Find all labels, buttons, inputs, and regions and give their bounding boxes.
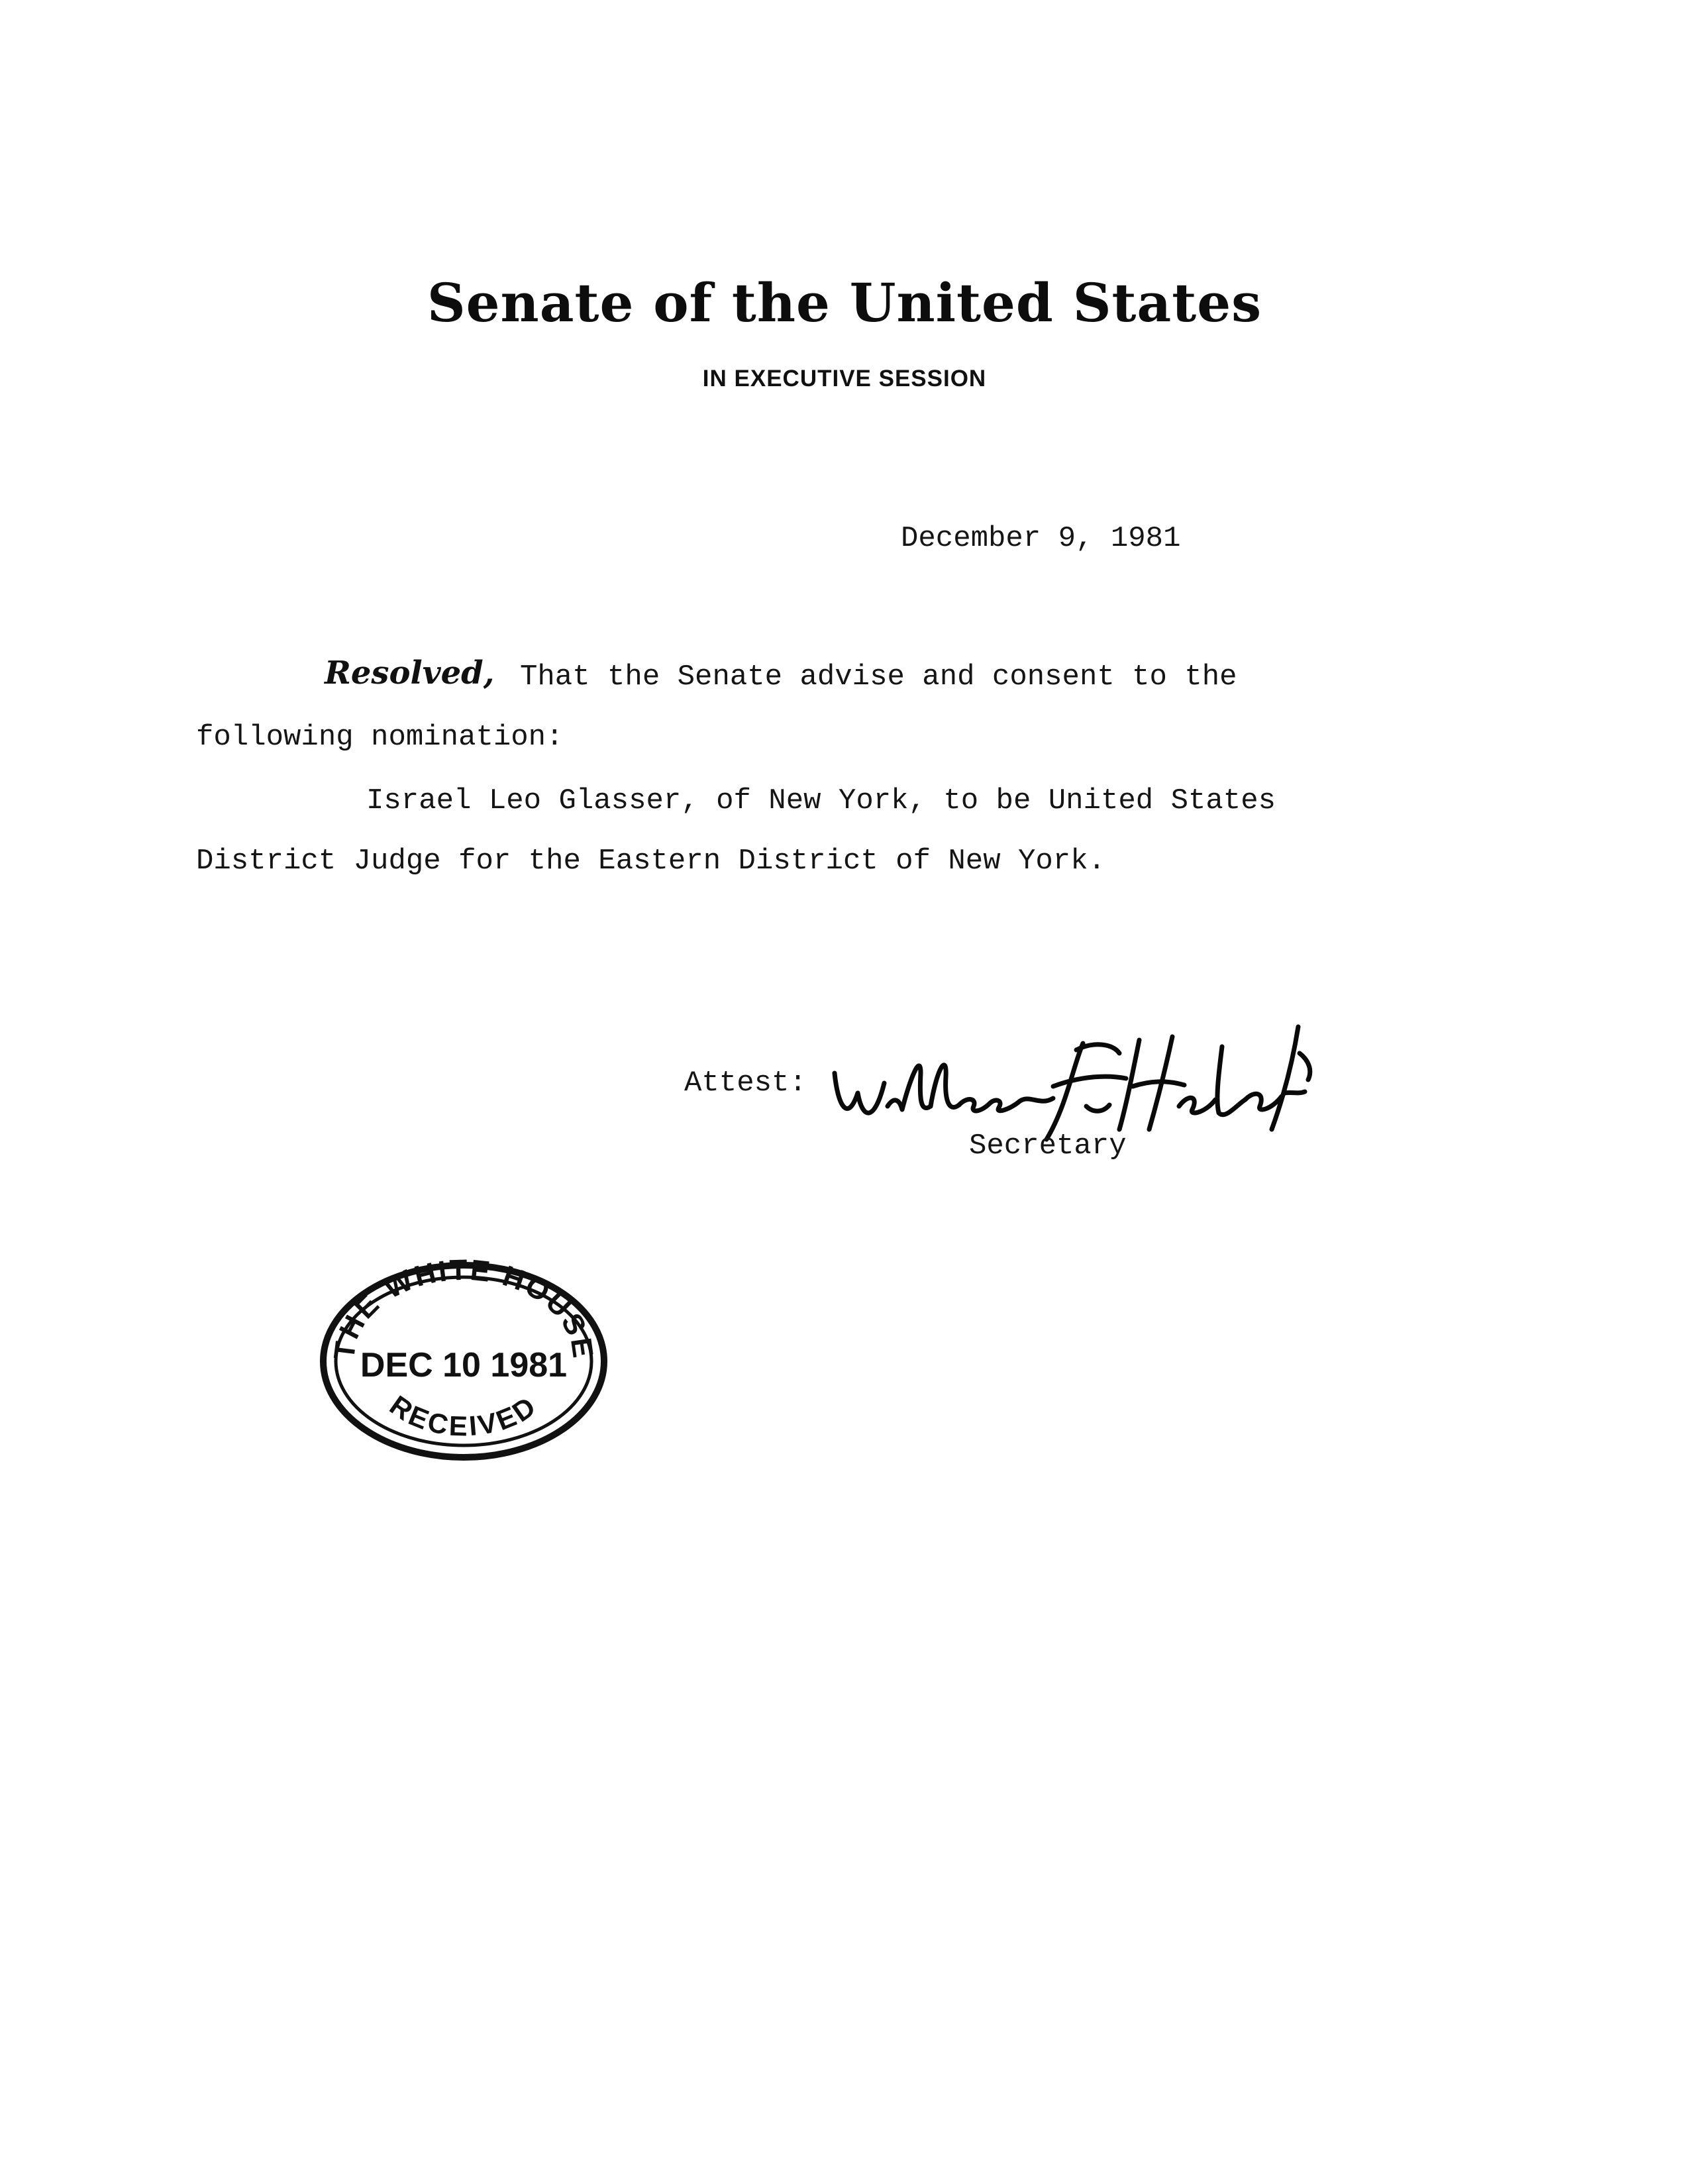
white-house-received-stamp: [318, 1259, 609, 1464]
body-line-1: That the Senate advise and consent to the: [520, 660, 1237, 694]
body-line-4: District Judge for the Eastern District of New York.: [196, 845, 1106, 878]
stamp-top-text: THE WHITE HOUSE: [328, 1259, 600, 1362]
handwritten-signature: [821, 1014, 1325, 1146]
stamp-bottom-text: RECEIVED: [384, 1389, 543, 1442]
signature-title: Secretary: [969, 1129, 1127, 1163]
body-line-3: Israel Leo Glasser, of New York, to be United States: [366, 784, 1276, 817]
session-subtitle: IN EXECUTIVE SESSION: [702, 366, 987, 391]
attest-label: Attest:: [684, 1066, 807, 1100]
document-date: December 9, 1981: [901, 522, 1181, 555]
body-line-2: following nomination:: [196, 721, 564, 754]
resolved-word: Resolved,: [325, 654, 495, 692]
masthead-title: Senate of the United States: [427, 272, 1262, 334]
stamp-date-text: DEC 10 1981: [360, 1346, 568, 1384]
